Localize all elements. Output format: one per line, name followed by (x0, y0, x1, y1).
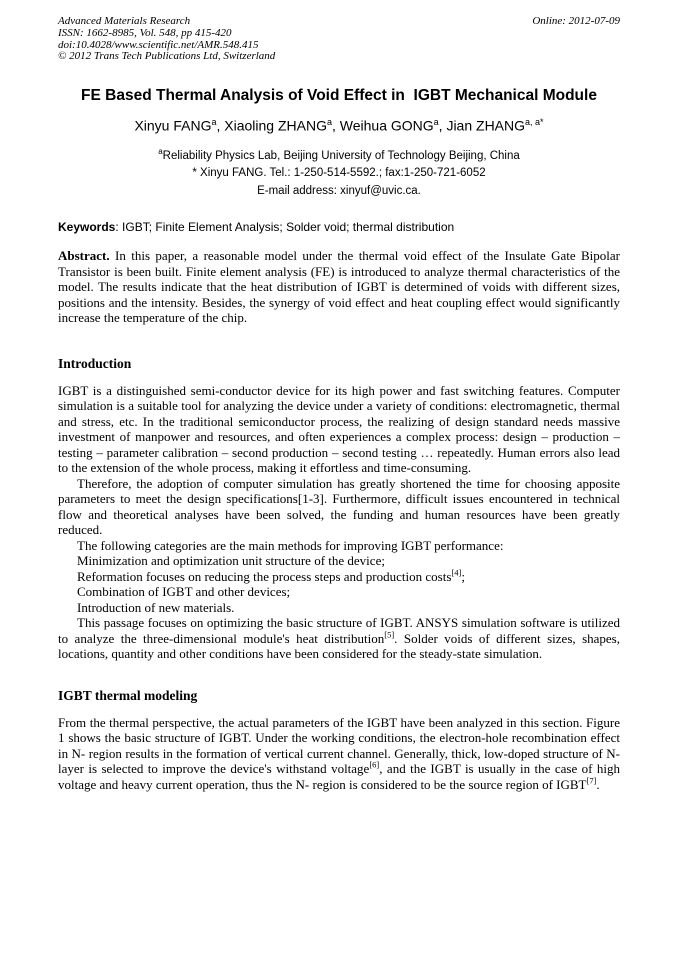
journal-name: Advanced Materials Research (58, 15, 191, 27)
abstract-paragraph: Abstract. In this paper, a reasonable model under the thermal void effect of the Insulate Gate Bipolar Transistor is been built. Finite element analysis (FE) is introduced to analyze thermal characteristics of the model. The results indicate that the heat distribution of IGBT is determined of voids with different sizes, positions and the intensity. Besides, the synergy of void effect and heat coupling effect would significantly increase the temperature of the chip. (58, 248, 620, 326)
paragraph: Combination of IGBT and other devices; (77, 584, 291, 600)
online-date: Online: 2012-07-09 (532, 15, 620, 27)
journal-header-left (58, 16, 275, 63)
issn-volume-line: ISSN: 1662-8985, Vol. 548, pp 415-420 (58, 26, 232, 39)
section-heading-igbt-thermal-modeling: IGBT thermal modeling (58, 687, 198, 703)
paper-title: FE Based Thermal Analysis of Void Effect in IGBT Mechanical Module (81, 87, 597, 105)
paragraph: From the thermal perspective, the actual parameters of the IGBT have been analyzed in this section. Figure 1 shows the basic structure of IGBT. Under the working conditions, the electron-hole recombination effect in N- region results in the formation of vertical current channel. Generally, thick, low-doped structure of N- layer is selected to improve the device's withstand voltage[6], and the IGBT is usually in the case of high voltage and heavy current operation, thus the N- region is considered to be the source region of IGBT[7]. (58, 714, 620, 792)
paragraph: This passage focuses on optimizing the basic structure of IGBT. ANSYS simulation software is utilized to analyze the three-dimensional module's heat distribution[5]. Solder voids of different sizes, shapes, locations, quantity and other conditions have been considered for the steady-state simulation. (58, 615, 620, 662)
paragraph: Therefore, the adoption of computer simulation has greatly shortened the time for choosing apposite parameters to meet the design specifications[1-3]. Furthermore, difficult issues encountered in technical flow and theoretical analyses have been solved, the funding and human resources have been greatly reduced. (58, 475, 620, 538)
paragraph: Minimization and optimization unit structure of the device; (77, 553, 385, 569)
affiliation-line: $^a$Reliability Physics Lab, Beijing University of Technology Beijing, China (158, 146, 520, 162)
email-line: E-mail address: xinyuf@uvic.ca. (257, 184, 421, 197)
paragraph: Introduction of new materials. (77, 599, 235, 615)
contact-line: * Xinyu FANG. Tel.: 1-250-514-5592.; fax:1-250-721-6052 (192, 167, 486, 180)
paragraph: IGBT is a distinguished semi-conductor device for its high power and fast switching features. Computer simulation is a suitable tool for analyzing the device under a variety of conditions: electromagnetic, thermal and stress, etc. In the traditional semiconductor process, the realizing of design standard needs massive investment of manpower and resources, and often experiences a complex process: design – production – testing – parameter calibration – second production – second testing … repeatedly. Human errors also lead to the extension of the whole process, making it effortless and time-consuming. (58, 382, 620, 476)
keywords-line: Keywords: IGBT; Finite Element Analysis; Solder void; thermal distribution (58, 220, 455, 235)
paragraph: Reformation focuses on reducing the process steps and production costs[4]; (77, 567, 465, 584)
paragraph: The following categories are the main methods for improving IGBT performance: (77, 537, 504, 553)
journal-header (58, 16, 620, 63)
doi-line: doi:10.4028/www.scientific.net/AMR.548.415 (58, 38, 259, 51)
section-heading-introduction: Introduction (58, 355, 132, 371)
copyright-line: © 2012 Trans Tech Publications Ltd, Switzerland (58, 50, 276, 63)
authors-line: Xinyu FANG$^a$, Xiaoling ZHANG$^a$, Weihua GONG$^a$, Jian $ZHANG^{a, a*}$ (134, 117, 544, 134)
affiliation-block (58, 143, 620, 200)
